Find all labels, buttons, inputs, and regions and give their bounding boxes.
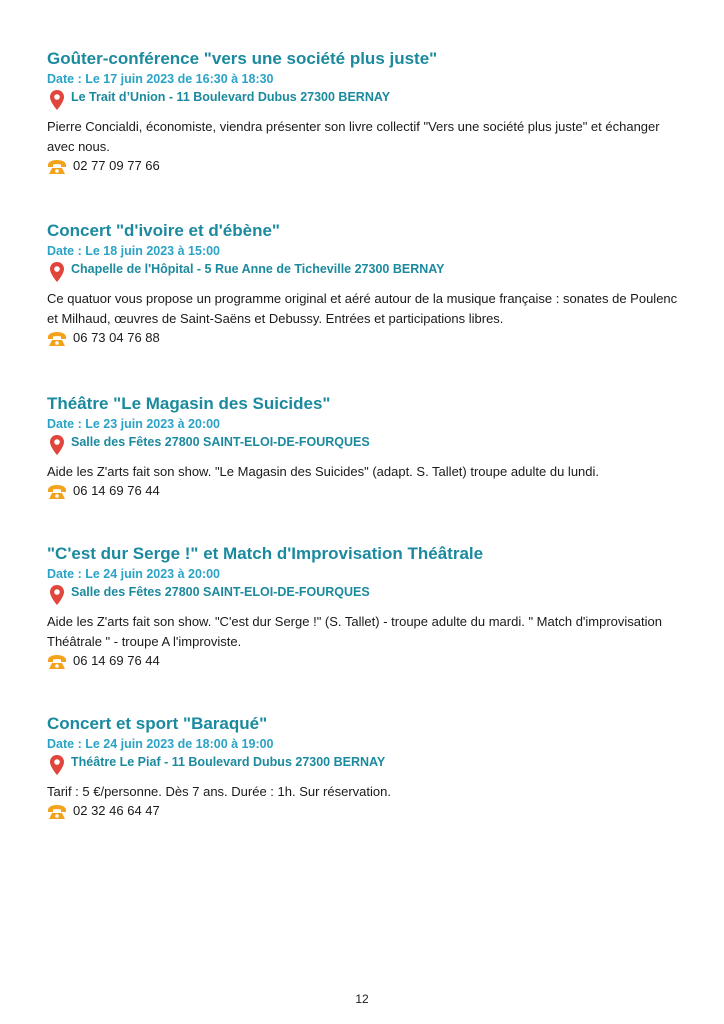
event-location [47,434,687,454]
event-date: Date : Le 18 juin 2023 à 15:00 [47,244,221,258]
event-block [47,220,687,349]
event-location-text: Salle des Fêtes 27800 SAINT-ELOI-DE-FOURQUES [71,585,370,599]
event-description: Pierre Concialdi, économiste, viendra présenter son livre collectif "Vers une société plus juste" et échanger avec nous. [47,119,660,154]
telephone-icon [47,332,67,347]
event-location [47,261,687,281]
map-pin-icon [50,755,64,775]
event-location [47,584,687,604]
telephone-icon [47,160,67,175]
telephone-icon [47,485,67,500]
event-description: Aide les Z'arts fait son show. "Le Magasin des Suicides" (adapt. S. Tallet) troupe adulte du lundi. [47,464,600,479]
event-date: Date : Le 24 juin 2023 de 18:00 à 19:00 [47,737,274,751]
event-location-text: Théâtre Le Piaf - 11 Boulevard Dubus 27300 BERNAY [71,755,386,769]
event-description: Tarif : 5 €/personne. Dès 7 ans. Durée : 1h. Sur réservation. [47,784,391,799]
telephone-icon [47,805,67,820]
event-title: "C'est dur Serge !" et Match d'Improvisation Théâtrale [47,544,484,563]
event-location-text: Le Trait d’Union - 11 Boulevard Dubus 27300 BERNAY [71,90,391,104]
event-phone-number: 06 73 04 76 88 [73,330,160,345]
event-location [47,754,687,774]
event-description: Ce quatuor vous propose un programme original et aéré autour de la musique française : sonates de Poulenc et Milhaud, œuvres de Saint-Saëns et Debussy. Entrées et participations libres. [47,291,678,326]
event-title: Théâtre "Le Magasin des Suicides" [47,394,331,413]
event-date: Date : Le 17 juin 2023 de 16:30 à 18:30 [47,72,274,86]
event-phone-number: 02 77 09 77 66 [73,158,160,173]
event-phone-number: 02 32 46 64 47 [73,803,160,818]
event-date: Date : Le 24 juin 2023 à 20:00 [47,567,221,581]
event-phone [47,329,687,349]
event-block [47,713,687,822]
event-location-text: Chapelle de l'Hôpital - 5 Rue Anne de Ticheville 27300 BERNAY [71,262,445,276]
event-block [47,48,687,177]
event-phone [47,482,687,502]
event-title: Goûter-conférence "vers une société plus juste" [47,49,438,68]
event-phone [47,157,687,177]
map-pin-icon [50,262,64,282]
event-location [47,89,687,109]
event-phone [47,802,687,822]
map-pin-icon [50,90,64,110]
event-block [47,543,687,672]
event-title: Concert "d'ivoire et d'ébène" [47,221,280,240]
event-date: Date : Le 23 juin 2023 à 20:00 [47,417,221,431]
map-pin-icon [50,435,64,455]
event-title: Concert et sport "Baraqué" [47,714,268,733]
event-phone-number: 06 14 69 76 44 [73,653,160,668]
telephone-icon [47,655,67,670]
event-description: Aide les Z'arts fait son show. "C'est dur Serge !" (S. Tallet) - troupe adulte du mardi. " Match d'improvisation Théâtrale " - troupe A l'improviste. [47,614,662,649]
page-number: 12 [355,992,369,1006]
event-phone [47,652,687,672]
map-pin-icon [50,585,64,605]
event-block [47,393,687,502]
event-location-text: Salle des Fêtes 27800 SAINT-ELOI-DE-FOURQUES [71,435,370,449]
event-phone-number: 06 14 69 76 44 [73,483,160,498]
